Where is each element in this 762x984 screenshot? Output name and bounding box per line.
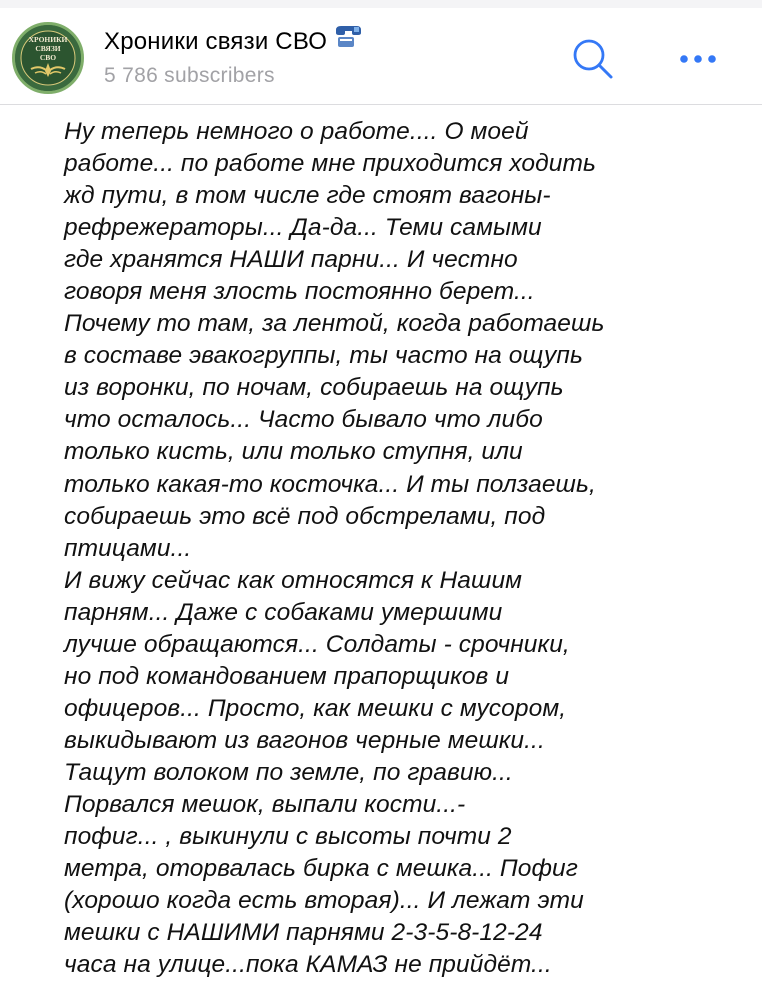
avatar-text-line-1: ХРОНИКИ (28, 35, 68, 44)
message-line: работе... по работе мне приходится ходить (64, 150, 596, 178)
message-line: из воронки, по ночам, собираешь на ощупь (64, 374, 564, 402)
message-line: в составе эвакогруппы, ты часто на ощупь (64, 342, 583, 370)
message-line: метра, оторвалась бирка с мешка... Пофиг (64, 855, 578, 883)
message-line: И вижу сейчас как относятся к Нашим (64, 566, 523, 594)
message-line: где хранятся НАШИ парни... И честно (64, 246, 518, 274)
message-line: но под командованием прапорщиков и (64, 662, 510, 690)
avatar-text-line-3: СВО (39, 53, 57, 62)
message-line: мешки с НАШИМИ парнями 2-3-5-8-12-24 (64, 919, 543, 947)
message-line: только кисть, или только ступня, или (64, 438, 523, 466)
channel-header[interactable] (0, 8, 762, 105)
subscriber-count: 5 786 subscribers (104, 64, 275, 87)
search-icon[interactable] (570, 36, 616, 82)
message-line: (хорошо когда есть вторая)... И лежат эти (64, 887, 584, 915)
message-line: рефрежераторы... Да-да... Теми самыми (64, 214, 542, 242)
message-line: Порвался мешок, выпали кости...- (64, 790, 466, 818)
message-line: Ну теперь немного о работе.... О моей (64, 118, 529, 145)
message-line: говоря меня злость постоянно берет... (64, 278, 535, 306)
message-line: собираешь это всё под обстрелами, под (64, 502, 546, 530)
status-bar-strip (0, 0, 762, 8)
message-line: жд пути, в том числе где стоят вагоны- (64, 182, 551, 210)
message-line: пофиг... , выкинули с высоты почти 2 (64, 823, 512, 851)
channel-title: Хроники связи СВО (104, 28, 328, 55)
message-line: Тащут волоком по земле, по гравию... (64, 758, 513, 786)
telephone-receiver-icon (333, 24, 363, 50)
message-line: лучше обращаются... Солдаты - срочники, (64, 630, 570, 658)
avatar-emblem-icon (15, 25, 81, 91)
channel-title-row (104, 26, 363, 58)
message-line: выкидывают из вагонов черные мешки... (64, 726, 545, 754)
avatar-text-line-2: СВЯЗИ (35, 44, 61, 53)
message-line: часа на улице...пока КАМАЗ не прийдёт... (64, 951, 552, 979)
message-line: Почему то там, за лентой, когда работаешь (64, 310, 605, 338)
message-line: парням... Даже с собаками умершими (64, 598, 503, 626)
message-text (64, 116, 724, 981)
channel-avatar[interactable] (12, 22, 84, 94)
more-icon[interactable] (676, 52, 720, 66)
message-line: офицеров... Просто, как мешки с мусором, (64, 694, 567, 722)
message-line: что осталось... Часто бывало что либо (64, 406, 543, 434)
message-line: только какая-то косточка... И ты ползаешь, (64, 470, 596, 498)
message-line: птицами... (64, 534, 192, 562)
